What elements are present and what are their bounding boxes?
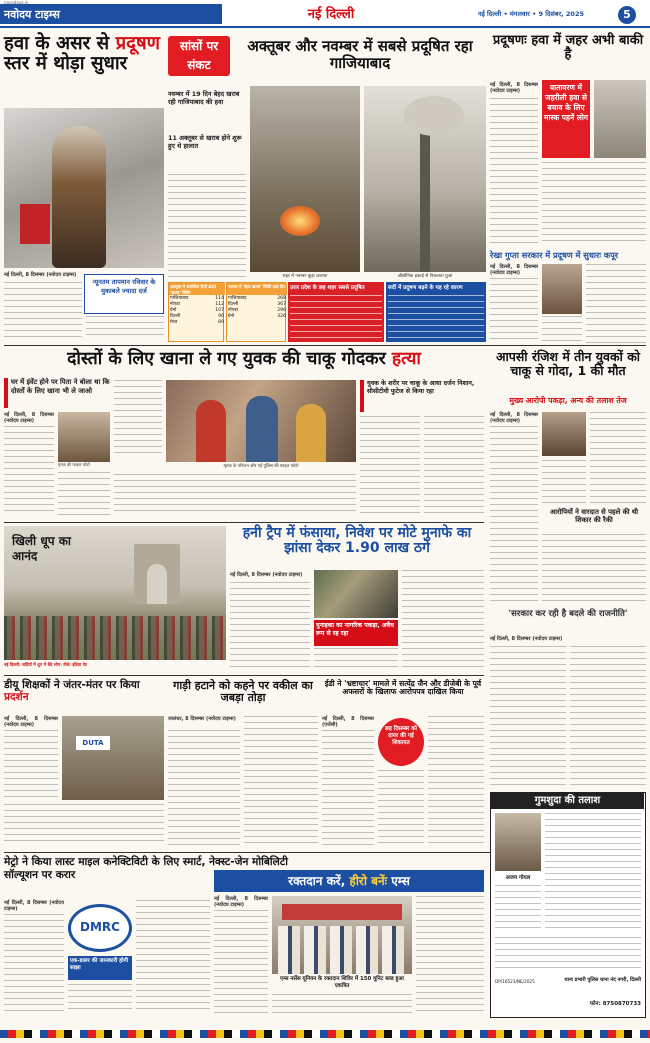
fire-shape (280, 206, 320, 236)
article-byline: नई दिल्ली, 8 दिसम्बर (नवोदय टाइम्स) (4, 900, 64, 913)
side-headline: आरोपियों ने वारदात से पहले की थी शिकार की रैकी (549, 508, 639, 524)
article-headline: 'सरकार कर रही है बदले की राजनीति' (508, 609, 628, 619)
table-title: नवम्बर में 'बेहद खराब' स्थिति वाले दिन (227, 283, 287, 295)
kapoor-portrait (542, 264, 582, 314)
missing-person-name: अजय गोयल (505, 875, 531, 881)
article-byline: नई दिल्ली, 8 दिसम्बर (नवोदय टाइम्स) (490, 82, 538, 95)
callout-temperature: न्यूनतम तापमान रविवार के मुकाबले ज्यादा दर्ज (84, 274, 164, 314)
table-row: नोएडा 296 (228, 308, 286, 313)
article-ghaziabad (168, 34, 486, 342)
article-headline: हनी ट्रैप में फंसाया, निवेश पर मोटे मुनाफे का झांसा देकर 1.90 लाख ठगे (242, 525, 472, 557)
aqi-table-2 (226, 282, 286, 342)
ad-text (495, 885, 541, 933)
body-text (244, 716, 318, 846)
sub-headline (4, 378, 110, 408)
gate-arch (147, 564, 167, 604)
article-lawyer (168, 680, 318, 848)
body-text (4, 426, 54, 516)
infobox-title: उत्तर प्रदेश के छह शहर सबसे प्रदूषित (290, 285, 365, 291)
article-metro (4, 856, 288, 1016)
body-text (490, 426, 538, 604)
aqi-table (168, 282, 224, 342)
article-byline: नई दिल्ली, 8 दिसम्बर (नवोदय टाइम्स) (490, 636, 563, 642)
body-text (322, 730, 374, 846)
article-aiims-blood (214, 870, 484, 1016)
table-row: गाजियाबाद 268 (228, 296, 286, 301)
body-text (114, 380, 162, 458)
photo-caption: मृतक के परिजन और गई पुलिस की फाइल फोटो (223, 464, 299, 469)
article-byline: नई दिल्ली, 8 दिसम्बर (एजेंसी) (322, 716, 374, 729)
article-headline: अक्तूबर और नवम्बर में सबसे प्रदूषित रहा गाजियाबाद (247, 37, 473, 72)
body-text (416, 896, 484, 1014)
protest-photo (62, 716, 164, 800)
body-text (542, 316, 582, 344)
chimney-shape (420, 126, 430, 272)
body-text (378, 770, 424, 846)
body-text (424, 416, 484, 516)
article-headline: मेट्रो ने किया लास्ट माइल कनेक्टिविटी के लिए स्मार्ट, नेक्स्ट-जेन मोबिलिटी सॉल्यूशन पर करार (4, 856, 288, 881)
body-text (58, 472, 110, 516)
table-row: ग्रेनो 107 (170, 308, 224, 313)
article-headline: हवा के असर से प्रदूषण स्तर में थोड़ा सुधार (4, 33, 161, 75)
side-sub-headline (360, 380, 484, 412)
article-headline: दोस्तों के लिए खाना ले गए युवक की चाकू गोदकर हत्या (67, 349, 421, 369)
table-rows (170, 296, 224, 342)
body-text (490, 278, 538, 344)
pull-quote: वातावरण में जहरीली हवा से बचाव के लिए मास्क पहनें लोग (542, 80, 590, 158)
body-text (4, 914, 64, 1014)
garbage-burning-photo (250, 86, 360, 272)
smoke-shape (404, 96, 464, 136)
callout-data: एक-डालर की जानकारी होगी साझा (68, 956, 132, 980)
body-text (570, 646, 646, 786)
missing-person-ad (490, 792, 646, 1018)
article-kapoor (490, 250, 646, 346)
table-row: दिल्ली 96 (170, 314, 224, 319)
body-text (542, 534, 646, 604)
cash-phone-photo (314, 570, 398, 618)
article-byline: नई दिल्ली, 8 दिसम्बर (नवोदय टाइम्स) (214, 896, 268, 909)
sub-headline-text: घर में इंवेंट होने पर पिता ने बोला था कि दोस्तों के लिए खाना भी ले जाओ (11, 378, 110, 395)
dateline: नई दिल्ली • मंगलवार • 9 दिसंबर, 2025 (478, 10, 584, 18)
masthead (0, 0, 650, 28)
group-shape (278, 926, 406, 974)
section-divider (4, 522, 484, 523)
body-text (314, 648, 398, 670)
city-label: नई दिल्ली (307, 7, 355, 22)
victim-caption: मृतक की फाइल फोटो (58, 462, 90, 467)
infobox-text (290, 295, 382, 340)
ad-phone: फोन: 8750870733 (589, 1001, 641, 1007)
callout-arrest: युनाइका का नागरिक पकड़ा, अवैध रूप से रह रहा (314, 620, 398, 646)
person-shape (296, 404, 326, 462)
ad-text (545, 813, 641, 933)
side-sub-text: युवक के शरीर पर चाकू के आधा दर्जन निशान, सीसीटीवी फुटेज से किया रहा (367, 380, 475, 395)
article-three-youths (490, 350, 646, 606)
body-text (136, 900, 210, 1014)
photo-headline: खिली धूप का आनंद (12, 534, 72, 563)
body-text (360, 416, 420, 516)
article-headline: ईडी ने 'भ्रष्टाचार' मामले में सत्येंद्र जैन और डीजेबी के पूर्व अफसरों के खिलाफ आरोपपत्र दाखिल किया (324, 679, 482, 697)
smog-photo (594, 80, 646, 158)
duta-sign: DUTA (76, 736, 110, 750)
article-byline: नई दिल्ली, 8 दिसम्बर (नवोदय टाइम्स) (4, 412, 54, 425)
figure-shape (52, 126, 106, 268)
body-text (590, 412, 646, 506)
sub-headline: मुख्य आरोपी पकड़ा, अन्य की तलाश तेज (509, 396, 627, 405)
infobox-reasons (386, 282, 486, 342)
table-rows (228, 296, 286, 342)
body-text (4, 282, 82, 340)
body-text (4, 730, 58, 800)
article-ed-chargesheet (322, 680, 484, 848)
body-text (168, 174, 246, 294)
article-poison-air (490, 34, 646, 248)
table-row: नोएडा 112 (170, 302, 224, 307)
infobox-title: सर्दी में प्रदूषण बढ़ने के यह रहे कारण (388, 285, 463, 291)
article-headline: गाड़ी हटाने को कहने पर वकील का जबड़ा तोड़ा (173, 679, 313, 705)
article-byline: नई दिल्ली, 8 दिसम्बर (नवोदय टाइम्स) (4, 272, 77, 278)
dmrc-logo (68, 904, 132, 952)
photo-caption: नई दिल्ली: सर्दियों में धूप में बैठे लोग। नीचे: इंडिया गेट (4, 662, 88, 667)
article-headline: आपसी रंजिश में तीन युवकों को चाकू से गोदा, 1 की मौत (495, 349, 641, 378)
victim-photo (58, 412, 110, 462)
article-headline: रक्तदान करें, हीरो बनेंः एम्स (214, 870, 484, 892)
body-text (114, 474, 356, 516)
bullet-2: 11 अक्तूबर से खराब होने शुरू हुए थे हालात (168, 134, 242, 150)
photo-caption: औद्योगिक इकाई से निकलता धुआं (397, 274, 453, 279)
paper-name: नवोदय टाइम्स (4, 8, 60, 21)
date-badge: छह दिसम्बर को दायर की गई शिकायत (378, 718, 424, 766)
ad-footer: थाना प्रभारी पुलिस थाना नंद नगरी, दिल्ली (564, 977, 641, 983)
body-text (490, 646, 566, 786)
article-sunshine (4, 526, 226, 672)
banner-shape (282, 904, 402, 920)
crowd-shape (4, 616, 226, 660)
accused-photo (542, 412, 586, 456)
body-text (428, 716, 484, 846)
body-text (168, 730, 240, 846)
body-text (86, 316, 164, 340)
badge-breath-crisis: सांसों पर संकट (168, 36, 230, 76)
body-text (4, 804, 164, 846)
table-title: अक्तूबर में सर्वाधिक दिनों AQI 'खराब' स्थिति (169, 283, 225, 295)
article-headline: डीयू शिक्षकों ने जंतर-मंतर पर किया प्रदर्शन (4, 679, 140, 703)
article-pollution-improvement (4, 34, 164, 342)
table-row: ग्रेनो 326 (228, 314, 286, 319)
article-byline: नई दिल्ली, 8 दिसम्बर (नवोदय टाइम्स) (490, 264, 538, 277)
section-divider (4, 345, 646, 346)
photo-caption: एम्स नर्सेस यूनियन के रक्तदान शिविर में 150 यूनिट ब्लड हुआ एकत्रित (280, 976, 404, 989)
article-byline: नई दिल्ली, 8 दिसम्बर (नवोदय टाइम्स) (490, 412, 538, 425)
article-du-teachers (4, 680, 164, 848)
photo-caption: शहर में नवम्बर कूड़ा जलाया (282, 274, 328, 279)
article-vendetta (490, 608, 646, 788)
masked-woman-photo (4, 108, 164, 268)
ad-title: गुमशुदा की तलाश (491, 793, 644, 809)
masthead-url: navodaya.in (4, 0, 29, 5)
ad-text (495, 937, 641, 973)
section-divider (4, 675, 484, 676)
family-grief-photo (166, 380, 356, 462)
person-shape (246, 396, 278, 462)
blood-camp-photo (272, 896, 412, 974)
bullet-1: नवम्बर में 19 दिन बेहद खराब रही गाजियाबाद की हवा (168, 90, 240, 106)
missing-person-photo (495, 813, 541, 871)
industrial-smoke-photo (364, 86, 486, 272)
body-text (214, 910, 268, 1014)
person-shape (196, 400, 226, 462)
body-text (542, 460, 586, 506)
body-text (490, 98, 538, 246)
infobox-text (388, 295, 484, 340)
body-text (230, 582, 310, 670)
page-number: 5 (618, 6, 636, 24)
table-row: गाजियाबाद 114 (170, 296, 224, 301)
article-byline: जालंधर, 8 दिसम्बर (नवोदय टाइम्स) (168, 716, 236, 722)
dmrc-logo-text: DMRC (80, 920, 120, 934)
article-headline: रेखा गुप्ता सरकार में प्रदूषण में सुधारः कपूर (490, 250, 619, 260)
body-text (402, 570, 484, 670)
article-honey-trap (230, 526, 484, 672)
color-registration-strip (0, 1030, 650, 1038)
body-text (542, 162, 646, 246)
table-row: दिल्ली 367 (228, 302, 286, 307)
ad-code: DP/16523/NE/2025 (495, 979, 535, 984)
infobox-six-cities (288, 282, 384, 342)
article-headline: प्रदूषणः हवा में जहर अभी बाकी है (492, 33, 644, 63)
red-bag-shape (20, 204, 50, 244)
article-food-murder (4, 350, 484, 518)
body-text (586, 264, 646, 344)
body-text (68, 984, 132, 1014)
body-text (272, 994, 412, 1014)
article-byline: नई दिल्ली, 8 दिसम्बर (नवोदय टाइम्स) (4, 716, 58, 729)
article-byline: नई दिल्ली, 8 दिसम्बर (नवोदय टाइम्स) (230, 572, 303, 578)
table-row: मेरठ 89 (170, 320, 224, 325)
